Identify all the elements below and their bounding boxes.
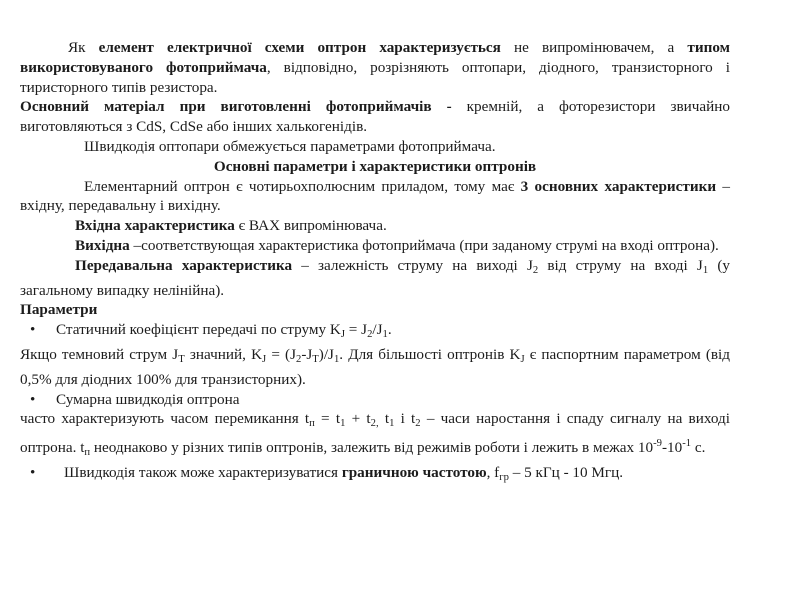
- paragraph-speed-limit: Швидкодія оптопари обмежується параметрами фотоприймача.: [84, 137, 496, 155]
- bullet-icon: •: [30, 463, 36, 481]
- bullet-cutoff-frequency: [20, 463, 730, 488]
- paragraph-elementary-optron: Елементарний оптрон є чотирьохполюсним приладом, тому має 3 основних характеристики – вхідну, передавальну і вихідну.: [20, 177, 730, 215]
- paragraph-dark-current: Якщо темновий струм $J_T$ значний, $K_J = (J_2-J_T)/J_1$. Для більшості оптронів $K_J$ є паспортним параметром (від 0,5% для діодних 100% для транзисторних).: [20, 345, 730, 388]
- bullet-total-speed: [20, 390, 730, 410]
- parameters-heading: Параметри: [20, 301, 98, 319]
- section-heading: Основні параметри і характеристики оптронів: [213, 157, 537, 175]
- bullet-icon: •: [30, 390, 36, 408]
- paragraph-transfer-characteristic: Передавальна характеристика – залежність струму на виході $J_2$ від струму на вході $J_1$ (у загальному випадку нелінійна).: [20, 256, 731, 299]
- paragraph-input-characteristic: Вхідна характеристика є ВАХ випромінювача.: [75, 217, 387, 235]
- bullet-icon: •: [30, 321, 36, 339]
- document-body: [20, 38, 730, 488]
- bullet-text: Сумарна швидкодія оптрона: [56, 390, 240, 408]
- paragraph-switching-time: часто характеризують часом перемикання $t_п = t_1 + t_{2,}$ $t_1$ і $t_2$ – часи наростання і спаду сигналу на виході оптрона. $t_п$ неоднаково у різних типів оптронів, залежить від режимів роботи і лежить в межах $10^{-9}-10^{-1}$ с.: [20, 410, 730, 459]
- bullet-static-coefficient: [20, 320, 730, 345]
- paragraph-output-characteristic: Вихідна –соответствующая характеристика фотоприймача (при заданому струмі на вході оптрона).: [75, 236, 719, 254]
- bullet-text: Швидкодія також може характеризуватися граничною частотою, $f_{гр} - 5$ кГц - 10 Мгц.: [64, 463, 624, 483]
- bullet-text: Статичний коефіцієнт передачі по струму $K_J = J_2/J_1$.: [56, 321, 392, 341]
- paragraph-optron-classification: Як елемент електричної схеми оптрон характеризується не випромінювачем, а типом використовуваного фотоприймача, відповідно, розрізняють оптопари, діодного, транзисторного і тиристорного типів резистора.: [20, 39, 730, 96]
- paragraph-photoreceiver-material: Основний матеріал при виготовленні фотоприймачів - кремній, а фоторезистори звичайно виготовляються з CdS, CdSe або інших халькогенідів.: [20, 98, 730, 136]
